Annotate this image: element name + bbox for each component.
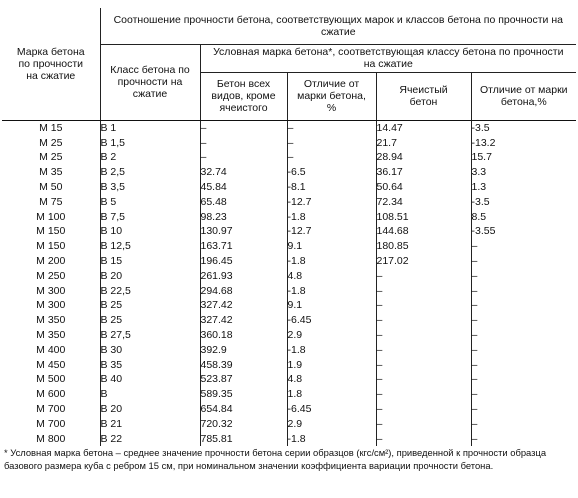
diff2-cell: -3.55 xyxy=(471,224,576,239)
cellular-cell: 50.64 xyxy=(376,180,471,195)
diff1-cell: 2.9 xyxy=(287,416,376,431)
grade-cell: М 15 xyxy=(39,121,63,134)
all-types-cell: 45.84 xyxy=(200,180,287,195)
table-row xyxy=(2,313,576,328)
class-cell: В 22,5 xyxy=(100,283,200,298)
cellular-cell: – xyxy=(376,431,471,446)
diff2-cell: – xyxy=(471,387,576,402)
table-row xyxy=(2,150,576,165)
cellular-cell: 108.51 xyxy=(376,209,471,224)
all-types-cell: 458.39 xyxy=(200,357,287,372)
header-class: Класс бетона по прочности на сжатие xyxy=(100,44,200,120)
all-types-cell: 32.74 xyxy=(200,165,287,180)
table-row xyxy=(2,357,576,372)
concrete-strength-table xyxy=(2,8,576,446)
diff2-cell: – xyxy=(471,357,576,372)
diff2-cell: – xyxy=(471,298,576,313)
diff2-cell: – xyxy=(471,342,576,357)
diff2-cell: – xyxy=(471,239,576,254)
grade-cell: М 700 xyxy=(36,417,66,430)
diff1-cell: – xyxy=(287,150,376,165)
header-grade: Марка бетона по прочности на сжатие xyxy=(2,8,100,120)
class-cell: В 3,5 xyxy=(100,180,200,195)
diff1-cell: 1.9 xyxy=(287,357,376,372)
footnote: * Условная марка бетона – среднее значение прочности бетона серии образцов (кгс/см²), приведенной к прочности образца базового размера куба с ребром 15 см, при номинальном значении коэффициента вариации прочности бетона. xyxy=(4,447,547,471)
diff1-cell: 4.8 xyxy=(287,268,376,283)
diff1-cell: -1.8 xyxy=(287,209,376,224)
table-row xyxy=(2,254,576,269)
cellular-cell: 180.85 xyxy=(376,239,471,254)
table-row xyxy=(2,120,576,135)
all-types-cell: 785.81 xyxy=(200,431,287,446)
diff2-cell: – xyxy=(471,254,576,269)
diff1-cell: -6.5 xyxy=(287,165,376,180)
diff2-cell: – xyxy=(471,372,576,387)
grade-cell: М 450 xyxy=(36,358,66,371)
table-row xyxy=(2,180,576,195)
diff1-cell: – xyxy=(287,120,376,135)
header-diff1: Отличие от марки бетона, % xyxy=(287,72,376,120)
class-cell: В 35 xyxy=(100,357,200,372)
grade-cell: М 75 xyxy=(39,195,63,208)
header-diff2: Отличие от марки бетона,% xyxy=(471,72,576,120)
cellular-cell: 36.17 xyxy=(376,165,471,180)
grade-cell: М 300 xyxy=(36,284,66,297)
all-types-cell: 65.48 xyxy=(200,194,287,209)
cellular-cell: 28.94 xyxy=(376,150,471,165)
grade-cell: М 350 xyxy=(36,314,66,327)
grade-cell: М 200 xyxy=(36,255,66,268)
class-cell: В 27,5 xyxy=(100,328,200,343)
diff1-cell: -1.8 xyxy=(287,342,376,357)
cellular-cell: – xyxy=(376,313,471,328)
table-row xyxy=(2,135,576,150)
diff1-cell: 9.1 xyxy=(287,298,376,313)
diff2-cell: – xyxy=(471,283,576,298)
cellular-cell: – xyxy=(376,298,471,313)
diff1-cell: 1.8 xyxy=(287,387,376,402)
all-types-cell: 130.97 xyxy=(200,224,287,239)
grade-cell: М 700 xyxy=(36,403,66,416)
cellular-cell: – xyxy=(376,402,471,417)
class-cell: В xyxy=(100,387,200,402)
diff2-cell: -13.2 xyxy=(471,135,576,150)
all-types-cell: 98.23 xyxy=(200,209,287,224)
all-types-cell: 294.68 xyxy=(200,283,287,298)
table-row xyxy=(2,268,576,283)
diff2-cell: – xyxy=(471,313,576,328)
table-row xyxy=(2,224,576,239)
cellular-cell: – xyxy=(376,387,471,402)
all-types-cell: – xyxy=(200,150,287,165)
diff2-cell: 15.7 xyxy=(471,150,576,165)
class-cell: В 7,5 xyxy=(100,209,200,224)
grade-cell: М 800 xyxy=(36,432,66,445)
class-cell: В 22 xyxy=(100,431,200,446)
class-cell: В 2 xyxy=(100,150,200,165)
cellular-cell: – xyxy=(376,357,471,372)
diff1-cell: -1.8 xyxy=(287,254,376,269)
diff2-cell: – xyxy=(471,402,576,417)
diff1-cell: -1.8 xyxy=(287,283,376,298)
diff1-cell: -6.45 xyxy=(287,402,376,417)
table-row xyxy=(2,209,576,224)
all-types-cell: 196.45 xyxy=(200,254,287,269)
all-types-cell: 360.18 xyxy=(200,328,287,343)
grade-cell: М 400 xyxy=(36,343,66,356)
grade-cell: М 35 xyxy=(39,166,63,179)
grade-cell: М 100 xyxy=(36,210,66,223)
diff2-cell: 3.3 xyxy=(471,165,576,180)
cellular-cell: 21.7 xyxy=(376,135,471,150)
table-row xyxy=(2,239,576,254)
grade-cell: М 600 xyxy=(36,388,66,401)
all-types-cell: 589.35 xyxy=(200,387,287,402)
diff2-cell: – xyxy=(471,328,576,343)
grade-cell: М 50 xyxy=(39,181,63,194)
table-row xyxy=(2,416,576,431)
diff1-cell: -1.8 xyxy=(287,431,376,446)
cellular-cell: – xyxy=(376,328,471,343)
header-conditional: Условная марка бетона*, соответствующая классу бетона по прочности на сжатие xyxy=(200,44,576,72)
grade-cell: М 25 xyxy=(39,151,63,164)
grade-cell: М 25 xyxy=(39,136,63,149)
table-row xyxy=(2,194,576,209)
grade-cell: М 300 xyxy=(36,299,66,312)
diff2-cell: – xyxy=(471,268,576,283)
grade-cell: М 500 xyxy=(36,373,66,386)
cellular-cell: 72.34 xyxy=(376,194,471,209)
class-cell: В 12,5 xyxy=(100,239,200,254)
table-row xyxy=(2,165,576,180)
diff2-cell: -3.5 xyxy=(471,120,576,135)
diff2-cell: – xyxy=(471,416,576,431)
all-types-cell: 392.9 xyxy=(200,342,287,357)
cellular-cell: 217.02 xyxy=(376,254,471,269)
cellular-cell: – xyxy=(376,283,471,298)
diff1-cell: 4.8 xyxy=(287,372,376,387)
header-cellular: Ячеистый бетон xyxy=(376,72,471,120)
all-types-cell: 163.71 xyxy=(200,239,287,254)
table-row xyxy=(2,283,576,298)
table-row xyxy=(2,431,576,446)
cellular-cell: – xyxy=(376,268,471,283)
class-cell: В 10 xyxy=(100,224,200,239)
grade-cell: М 250 xyxy=(36,269,66,282)
cellular-cell: – xyxy=(376,372,471,387)
class-cell: В 21 xyxy=(100,416,200,431)
cellular-cell: 14.47 xyxy=(376,120,471,135)
diff1-cell: -12.7 xyxy=(287,194,376,209)
cellular-cell: – xyxy=(376,342,471,357)
all-types-cell: 654.84 xyxy=(200,402,287,417)
class-cell: В 1,5 xyxy=(100,135,200,150)
all-types-cell: 720.32 xyxy=(200,416,287,431)
diff1-cell: 9.1 xyxy=(287,239,376,254)
diff2-cell: 8.5 xyxy=(471,209,576,224)
cellular-cell: – xyxy=(376,416,471,431)
all-types-cell: 523.87 xyxy=(200,372,287,387)
all-types-cell: 327.42 xyxy=(200,313,287,328)
all-types-cell: 327.42 xyxy=(200,298,287,313)
class-cell: В 25 xyxy=(100,298,200,313)
table-row xyxy=(2,387,576,402)
class-cell: В 40 xyxy=(100,372,200,387)
class-cell: В 30 xyxy=(100,342,200,357)
diff1-cell: -8.1 xyxy=(287,180,376,195)
all-types-cell: 261.93 xyxy=(200,268,287,283)
diff1-cell: – xyxy=(287,135,376,150)
diff2-cell: -3.5 xyxy=(471,194,576,209)
table-row xyxy=(2,328,576,343)
table-body xyxy=(2,120,576,446)
class-cell: В 20 xyxy=(100,402,200,417)
grade-cell: М 150 xyxy=(36,240,66,253)
diff2-cell: 1.3 xyxy=(471,180,576,195)
all-types-cell: – xyxy=(200,120,287,135)
diff1-cell: -6.45 xyxy=(287,313,376,328)
table-row xyxy=(2,342,576,357)
table-row xyxy=(2,402,576,417)
grade-cell: М 150 xyxy=(36,225,66,238)
class-cell: В 20 xyxy=(100,268,200,283)
all-types-cell: – xyxy=(200,135,287,150)
diff1-cell: -12.7 xyxy=(287,224,376,239)
header-ratio: Соотношение прочности бетона, соответствующих марок и классов бетона по прочности на сжатие xyxy=(100,8,576,44)
cellular-cell: 144.68 xyxy=(376,224,471,239)
table-row xyxy=(2,372,576,387)
class-cell: В 25 xyxy=(100,313,200,328)
class-cell: В 15 xyxy=(100,254,200,269)
diff2-cell: – xyxy=(471,431,576,446)
class-cell: В 1 xyxy=(100,120,200,135)
grade-cell: М 350 xyxy=(36,329,66,342)
header-all-types: Бетон всех видов, кроме ячеистого xyxy=(200,72,287,120)
class-cell: В 2,5 xyxy=(100,165,200,180)
class-cell: В 5 xyxy=(100,194,200,209)
diff1-cell: 2.9 xyxy=(287,328,376,343)
table-row xyxy=(2,298,576,313)
